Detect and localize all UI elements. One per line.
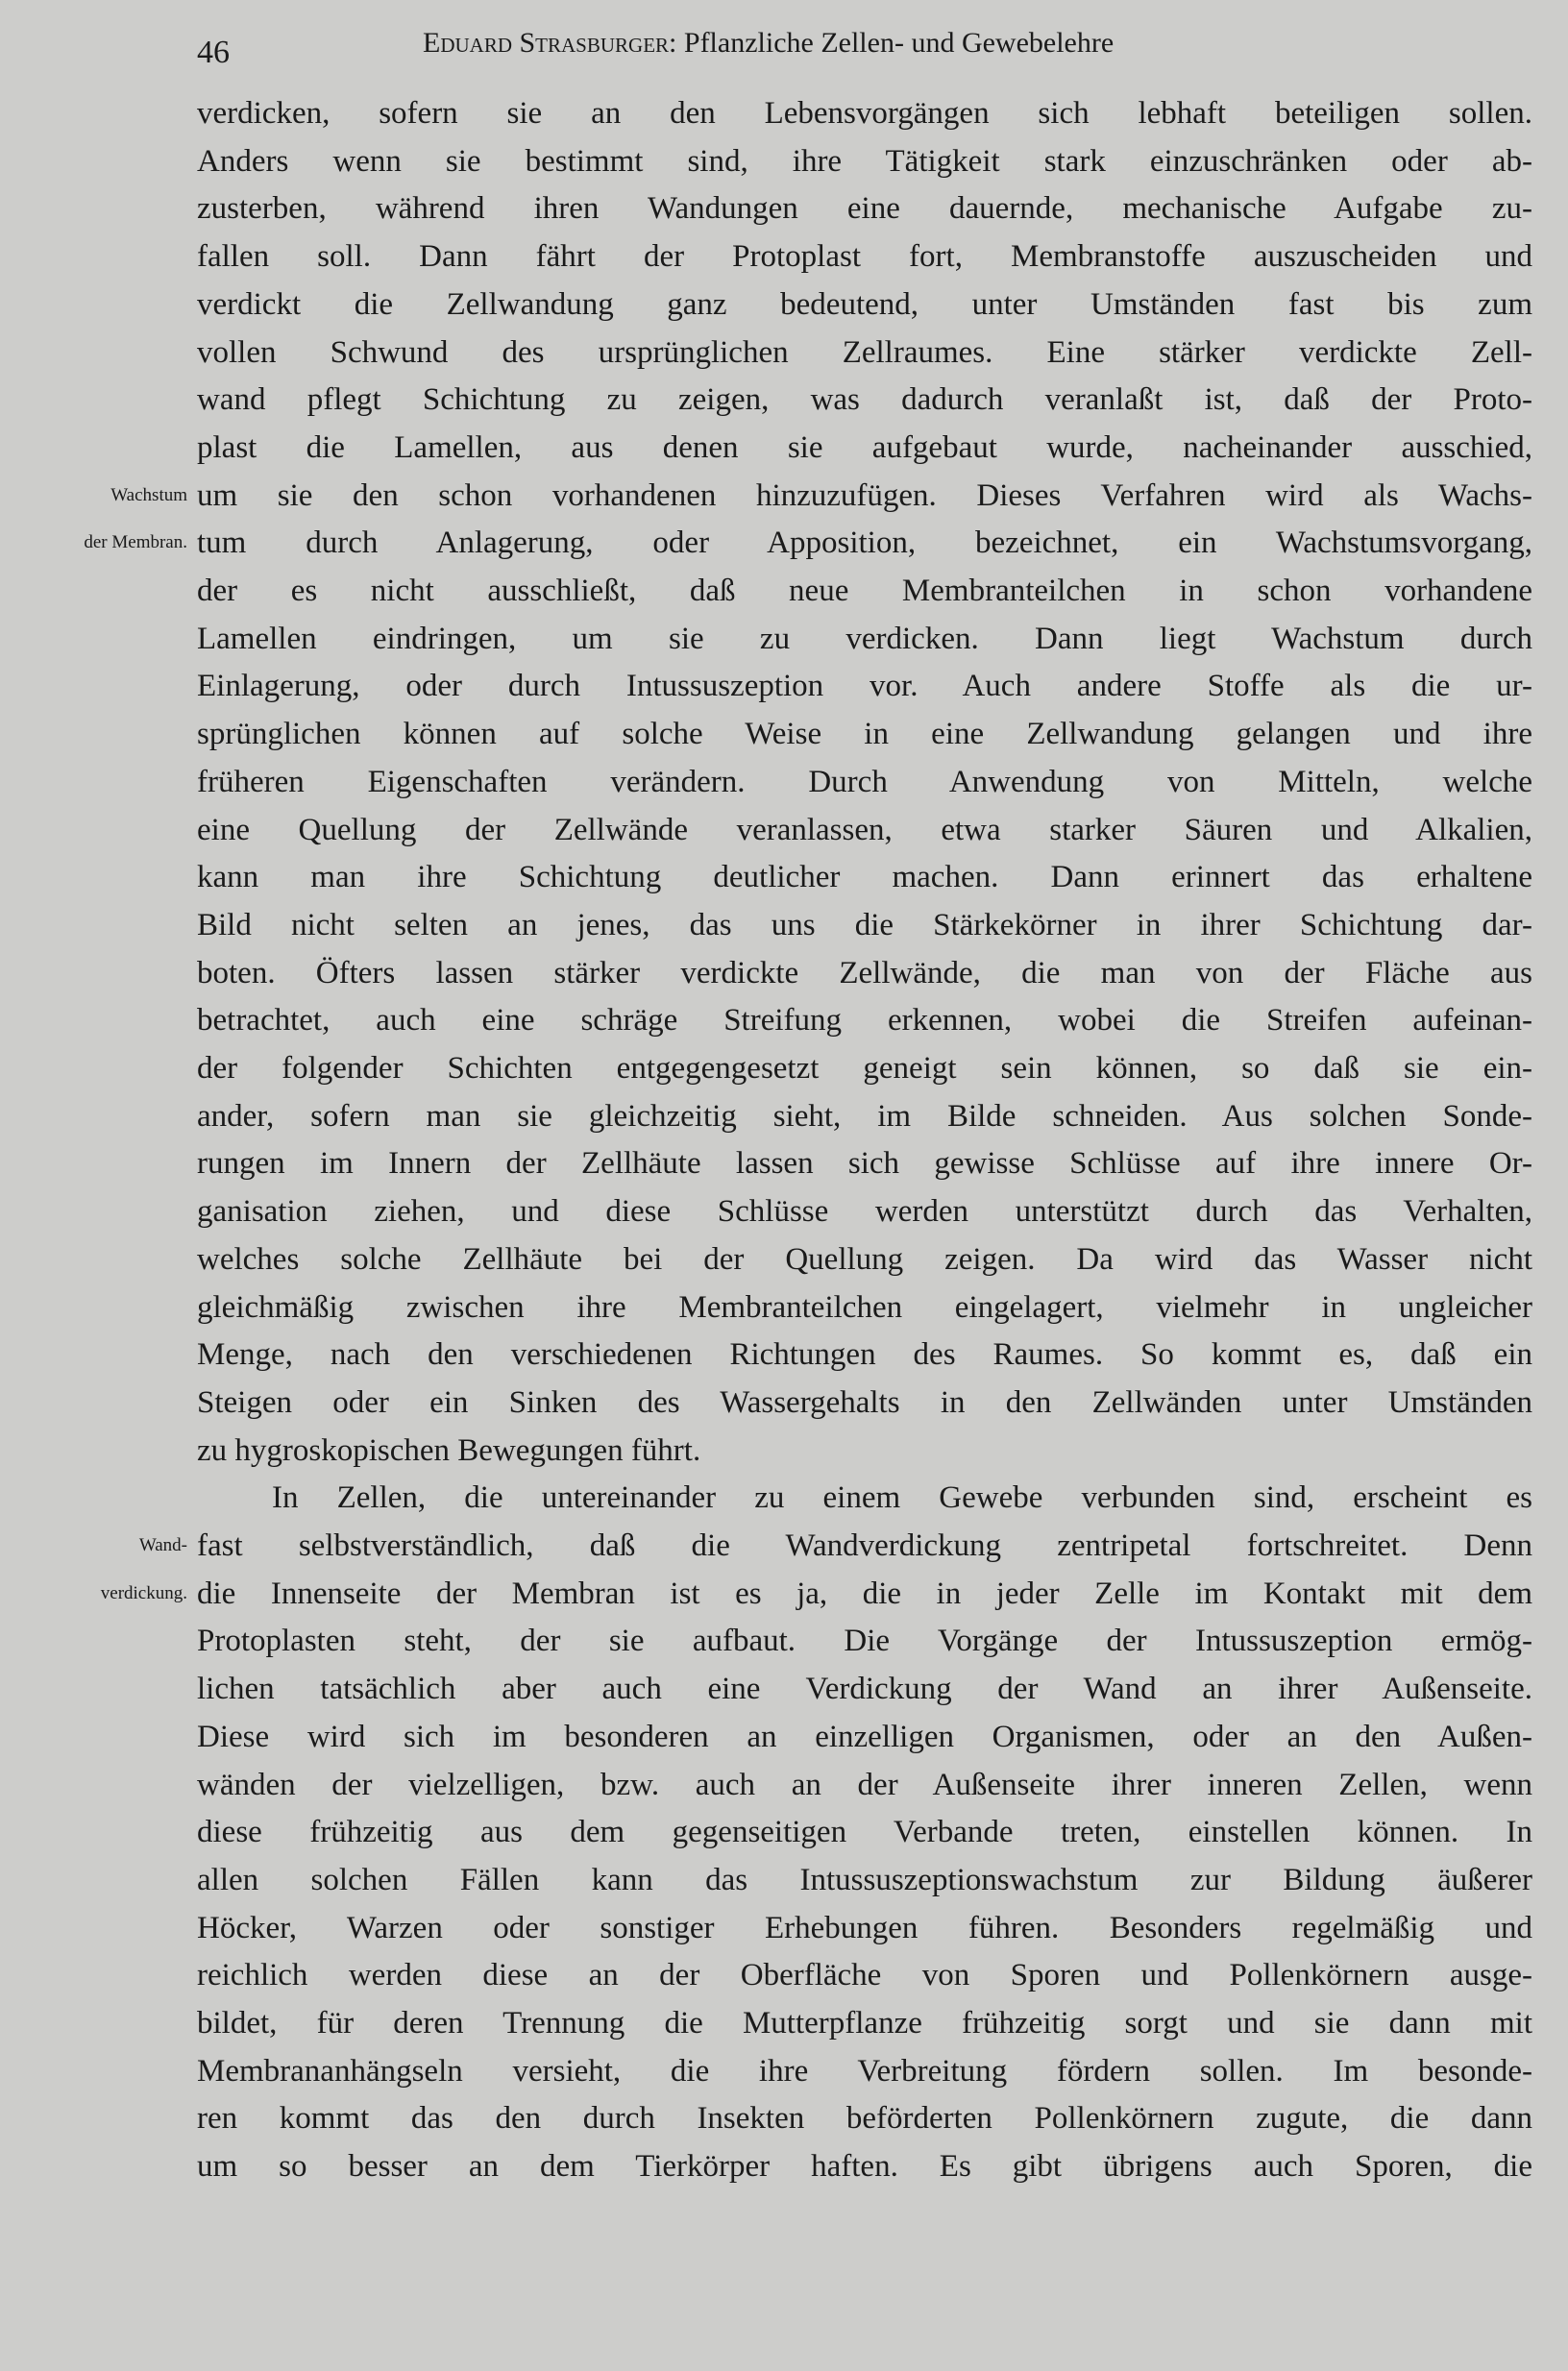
- text-line: Bild nicht selten an jenes, das uns die Stärkekörner in ihrer Schichtung dar-: [197, 907, 1532, 942]
- text-line: Membrananhängseln versieht, die ihre Verbreitung fördern sollen. Im besonde-: [197, 2053, 1532, 2089]
- text-line: die Innenseite der Membran ist es ja, die in jeder Zelle im Kontakt mit dem: [197, 1576, 1532, 1611]
- text-line: Protoplasten steht, der sie aufbaut. Die Vorgänge der Intussuszeption ermög-: [197, 1624, 1532, 1659]
- text-line: plast die Lamellen, aus denen sie aufgebaut wurde, nacheinander ausschied,: [197, 429, 1532, 465]
- text-line: der folgender Schichten entgegengesetzt geneigt sein können, so daß sie ein-: [197, 1051, 1532, 1086]
- text-line: lichen tatsächlich aber auch eine Verdickung der Wand an ihrer Außenseite.: [197, 1672, 1532, 1707]
- text-line: betrachtet, auch eine schräge Streifung erkennen, wobei die Streifen aufeinan-: [197, 1003, 1532, 1039]
- text-line: der es nicht ausschließt, daß neue Membranteilchen in schon vorhandene: [197, 574, 1532, 608]
- text-line: vollen Schwund des ursprünglichen Zellraumes. Eine stärker verdickte Zell-: [197, 334, 1532, 370]
- margin-note: verdickung.: [100, 1582, 187, 1603]
- text-line: Menge, nach den verschiedenen Richtungen des Raumes. So kommt es, daß ein: [197, 1337, 1532, 1373]
- text-line: wänden der vielzelligen, bzw. auch an der Außenseite ihrer inneren Zellen, wenn: [197, 1767, 1532, 1802]
- text-line: Einlagerung, oder durch Intussuszeption vor. Auch andere Stoffe als die ur-: [197, 669, 1532, 704]
- text-line: kann man ihre Schichtung deutlicher machen. Dann erinnert das erhaltene: [197, 860, 1532, 895]
- text-line: fallen soll. Dann fährt der Protoplast fort, Membranstoffe auszuscheiden und: [197, 239, 1532, 275]
- text-line: Höcker, Warzen oder sonstiger Erhebungen führen. Besonders regelmäßig und: [197, 1910, 1532, 1945]
- text-line: ganisation ziehen, und diese Schlüsse werden unterstützt durch das Verhalten,: [197, 1194, 1532, 1230]
- author-name: Eduard Strasburger: [423, 27, 670, 59]
- text-line: um sie den schon vorhandenen hinzuzufügen. Dieses Verfahren wird als Wachs-: [197, 477, 1532, 513]
- margin-note: Wand-: [138, 1535, 187, 1555]
- text-line: Diese wird sich im besonderen an einzelligen Organismen, oder an den Außen-: [197, 1719, 1532, 1754]
- text-line: Steigen oder ein Sinken des Wassergehalts in den Zellwänden unter Umständen: [197, 1384, 1532, 1420]
- text-line: reichlich werden diese an der Oberfläche von Sporen und Pollenkörnern ausge-: [197, 1958, 1532, 1993]
- text-line: ander, sofern man sie gleichzeitig sieht, im Bilde schneiden. Aus solchen Sonde-: [197, 1098, 1532, 1134]
- margin-note: der Membran.: [84, 532, 187, 553]
- text-line: verdicken, sofern sie an den Lebensvorgängen sich lebhaft beteiligen sollen.: [197, 96, 1532, 131]
- text-line: tum durch Anlagerung, oder Apposition, bezeichnet, ein Wachstumsvorgang,: [197, 526, 1532, 561]
- running-header: [197, 27, 1532, 75]
- text-line: Anders wenn sie bestimmt sind, ihre Tätigkeit stark einzuschränken oder ab-: [197, 143, 1532, 179]
- text-line: boten. Öfters lassen stärker verdickte Zellwände, die man von der Fläche aus: [197, 955, 1532, 990]
- text-line: früheren Eigenschaften verändern. Durch Anwendung von Mitteln, welche: [197, 764, 1532, 799]
- text-line: zusterben, während ihren Wandungen eine dauernde, mechanische Aufgabe zu-: [197, 191, 1532, 227]
- text-line: bildet, für deren Trennung die Mutterpflanze frühzeitig sorgt und sie dann mit: [197, 2006, 1532, 2041]
- running-title: [423, 27, 1114, 60]
- text-line: sprünglichen können auf solche Weise in eine Zellwandung gelangen und ihre: [197, 717, 1532, 752]
- text-line: um so besser an dem Tierkörper haften. Es gibt übrigens auch Sporen, die: [197, 2149, 1532, 2185]
- page-number: 46: [197, 35, 230, 70]
- text-line: wand pflegt Schichtung zu zeigen, was dadurch veranlaßt ist, daß der Proto-: [197, 382, 1532, 418]
- text-line: Lamellen eindringen, um sie zu verdicken. Dann liegt Wachstum durch: [197, 621, 1532, 656]
- text-line: ren kommt das den durch Insekten beförderten Pollenkörnern zugute, die dann: [197, 2101, 1532, 2137]
- text-line: zu hygroskopischen Bewegungen führt.: [197, 1432, 701, 1468]
- text-line: gleichmäßig zwischen ihre Membranteilchen eingelagert, vielmehr in ungleicher: [197, 1289, 1532, 1325]
- margin-note: Wachstum: [110, 484, 187, 505]
- text-line: verdickt die Zellwandung ganz bedeutend, unter Umständen fast bis zum: [197, 286, 1532, 322]
- text-line: In Zellen, die untereinander zu einem Gewebe verbunden sind, erscheint es: [272, 1480, 1532, 1516]
- text-line: allen solchen Fällen kann das Intussuszeptionswachstum zur Bildung äußerer: [197, 1862, 1532, 1897]
- text-line: fast selbstverständlich, daß die Wandverdickung zentripetal fortschreitet. Denn: [197, 1528, 1532, 1563]
- text-line: eine Quellung der Zellwände veranlassen, etwa starker Säuren und Alkalien,: [197, 812, 1532, 847]
- book-title: : Pflanzliche Zellen- und Gewebelehre: [669, 27, 1115, 59]
- text-line: diese frühzeitig aus dem gegenseitigen Verbande treten, einstellen können. In: [197, 1815, 1532, 1850]
- text-line: welches solche Zellhäute bei der Quellung zeigen. Da wird das Wasser nicht: [197, 1241, 1532, 1277]
- text-line: rungen im Innern der Zellhäute lassen sich gewisse Schlüsse auf ihre innere Or-: [197, 1146, 1532, 1182]
